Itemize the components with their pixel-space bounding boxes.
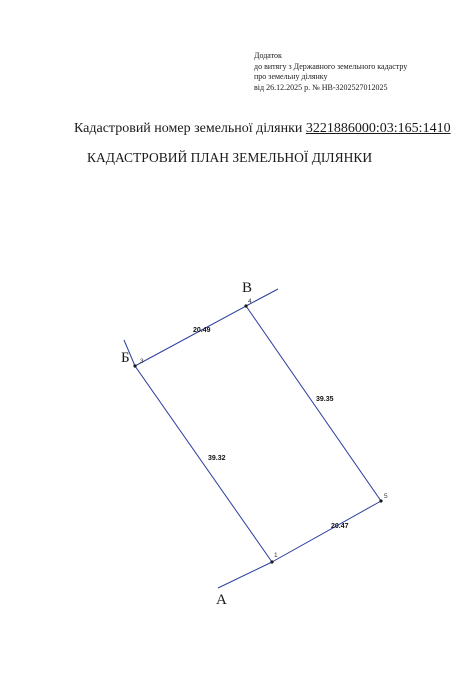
point-number-5: 5	[384, 493, 388, 500]
annex-line-1: Додаток	[254, 51, 282, 60]
corner-letter-v: В	[242, 280, 253, 296]
corner-letter-a: А	[216, 592, 227, 608]
point-number-1: 1	[274, 552, 278, 559]
point-number-4: 4	[248, 298, 252, 305]
segment-length-west: 39.32	[208, 455, 226, 462]
annex-line-2: до витягу з Державного земельного кадастру	[254, 61, 408, 71]
plan-title: КАДАСТРОВИЙ ПЛАН ЗЕМЕЛЬНОЇ ДІЛЯНКИ	[87, 150, 373, 165]
segment-length-south: 20.47	[331, 523, 349, 530]
cadastral-number-label: Кадастровий номер земельної ділянки	[74, 121, 303, 136]
corner-letter-b: Б	[121, 350, 130, 366]
vertex-1	[270, 560, 273, 563]
segment-length-east: 39.35	[316, 396, 334, 403]
cadastral-number-value: 3221886000:03:165:1410	[305, 121, 451, 136]
annex-line-4: від 26.12.2025 р. № НВ-3202527012025	[254, 82, 388, 92]
vertex-3	[133, 364, 136, 367]
segment-length-north: 20.49	[193, 327, 211, 334]
point-number-3: 3	[140, 358, 144, 365]
boundary-extension-a	[218, 562, 272, 588]
vertex-5	[379, 499, 382, 502]
annex-line-3: про земельну ділянку	[254, 72, 328, 81]
